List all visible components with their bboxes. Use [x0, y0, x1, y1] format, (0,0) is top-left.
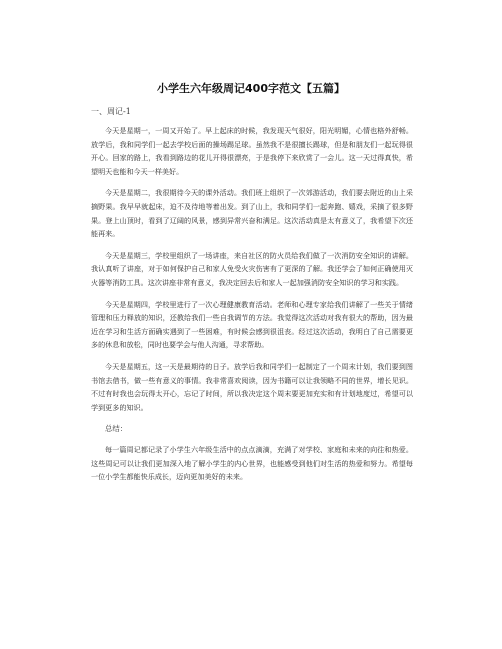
- paragraph-tuesday: 今天是星期二，我很期待今天的课外活动。我们班上组织了一次郊游活动，我们要去附近的山上采摘野果。我早早就起床，迫不及待地等着出发。到了山上，我和同学们一起奔跑、嬉戏，采摘了很多野果。登上山顶时，看到了辽阔的风景，感到异常兴奋和满足。这次活动真是太有意义了，我希望下次还能再来。: [91, 188, 413, 239]
- document-body: [91, 124, 413, 492]
- paragraph-friday: 今天是星期五，这一天是最期待的日子。放学后我和同学们一起制定了一个周末计划，我们要到图书馆去借书，做一些有意义的事情。我非常喜欢阅读，因为书籍可以让我领略不同的世界，增长见识。不过有时我也会玩得太开心，忘记了时间，所以我决定这个周末要更加充实和有计划地度过，希望可以学到更多的知识。: [91, 361, 413, 412]
- paragraph-wednesday: 今天是星期三，学校里组织了一场讲座，来自社区的防火员给我们做了一次消防安全知识的讲解。我认真听了讲座，对于如何保护自己和家人免受火灾伤害有了更深的了解。我还学会了如何正确使用灭火器等消防工具。这次讲座非常有意义，我决定回去后和家人一起加强消防安全知识的学习和实践。: [91, 250, 413, 287]
- section-label: 一、周记-1: [91, 107, 131, 116]
- summary-label: 总结：: [105, 424, 128, 434]
- paragraph-monday: 今天是星期一，一周又开始了。早上起床的时候，我发现天气很好，阳光明媚，心情也格外舒畅。放学后，我和同学们一起去学校后面的操场踢足球。虽然我不是很擅长踢球，但是和朋友们一起玩得很开心。回家的路上，我看到路边的花儿开得很漂亮，于是我停下来欣赏了一会儿。这一天过得真快，希望明天也能和今天一样美好。: [91, 126, 413, 176]
- summary-paragraph: 每一篇周记都记录了小学生六年级生活中的点点滴滴，充满了对学校、家庭和未来的向往和热爱。这些周记可以让我们更加深入地了解小学生的内心世界，也能感受到他们对生活的热爱和努力。希望每一位小学生都能快乐成长，迈向更加美好的未来。: [91, 445, 413, 482]
- document-title: 小学生六年级周记400字范文【五篇】: [157, 82, 345, 95]
- paragraph-thursday: 今天是星期四，学校里进行了一次心理健康教育活动。老师和心理专家给我们讲解了一些关于情绪管理和压力释放的知识，还教给我们一些自我调节的方法。我觉得这次活动对我有很大的帮助，因为最近在学习和生活方面确实遇到了一些困难，有时候会感到很沮丧。经过这次活动，我明白了自己需要更多的休息和放松，同时也要学会与他人沟通，寻求帮助。: [91, 299, 413, 350]
